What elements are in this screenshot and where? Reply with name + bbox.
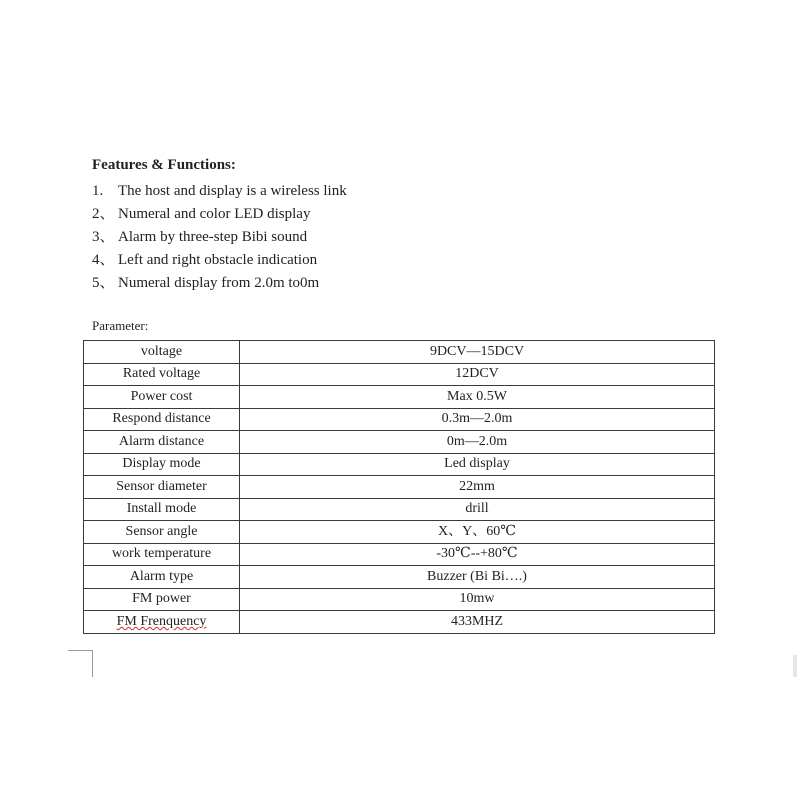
table-row <box>84 431 715 454</box>
param-value: 9DCV—15DCV <box>240 341 715 364</box>
table-row <box>84 566 715 589</box>
param-value: X、Y、60℃ <box>240 521 715 544</box>
param-name: Respond distance <box>84 408 240 431</box>
param-value: Buzzer (Bi Bi….) <box>240 566 715 589</box>
param-value: 433MHZ <box>240 611 715 634</box>
feature-text: Numeral display from 2.0m to0m <box>118 275 320 291</box>
param-name: Alarm type <box>84 566 240 589</box>
feature-number: 5、 <box>92 275 115 291</box>
param-name: FM power <box>84 588 240 611</box>
table-row <box>84 363 715 386</box>
param-value: 0m—2.0m <box>240 431 715 454</box>
param-value: Led display <box>240 453 715 476</box>
param-name: work temperature <box>84 543 240 566</box>
table-row <box>84 408 715 431</box>
param-name: voltage <box>84 341 240 364</box>
parameters-table <box>83 340 715 634</box>
table-row <box>84 521 715 544</box>
table-row <box>84 498 715 521</box>
feature-text: Numeral and color LED display <box>118 206 311 222</box>
param-name: Sensor angle <box>84 521 240 544</box>
param-value: 10mw <box>240 588 715 611</box>
features-heading: Features & Functions: <box>92 157 236 173</box>
param-name: Alarm distance <box>84 431 240 454</box>
table-row <box>84 341 715 364</box>
edge-mark <box>793 655 797 677</box>
param-value: 12DCV <box>240 363 715 386</box>
feature-item <box>92 205 347 228</box>
parameters-label: Parameter: <box>92 318 149 333</box>
feature-item <box>92 182 347 205</box>
table-row <box>84 386 715 409</box>
feature-text: Alarm by three-step Bibi sound <box>118 229 308 245</box>
feature-text: The host and display is a wireless link <box>118 183 347 199</box>
feature-number: 3、 <box>92 229 115 245</box>
param-value: drill <box>240 498 715 521</box>
param-name: Display mode <box>84 453 240 476</box>
param-name: Power cost <box>84 386 240 409</box>
feature-number: 4、 <box>92 252 115 268</box>
table-row <box>84 476 715 499</box>
table-row <box>84 453 715 476</box>
param-name: FM Frenquency <box>84 611 240 634</box>
param-value: 22mm <box>240 476 715 499</box>
feature-number: 2、 <box>92 206 115 222</box>
param-name: Install mode <box>84 498 240 521</box>
feature-number: 1. <box>92 183 104 199</box>
feature-item <box>92 228 347 251</box>
param-value: Max 0.5W <box>240 386 715 409</box>
feature-text: Left and right obstacle indication <box>118 252 318 268</box>
param-value: -30℃--+80℃ <box>240 543 715 566</box>
features-list <box>92 182 347 297</box>
param-value: 0.3m—2.0m <box>240 408 715 431</box>
feature-item <box>92 274 347 297</box>
table-row <box>84 543 715 566</box>
param-name: Sensor diameter <box>84 476 240 499</box>
feature-item <box>92 251 347 274</box>
table-row <box>84 588 715 611</box>
page-corner-mark <box>68 650 93 677</box>
param-name: Rated voltage <box>84 363 240 386</box>
table-row <box>84 611 715 634</box>
